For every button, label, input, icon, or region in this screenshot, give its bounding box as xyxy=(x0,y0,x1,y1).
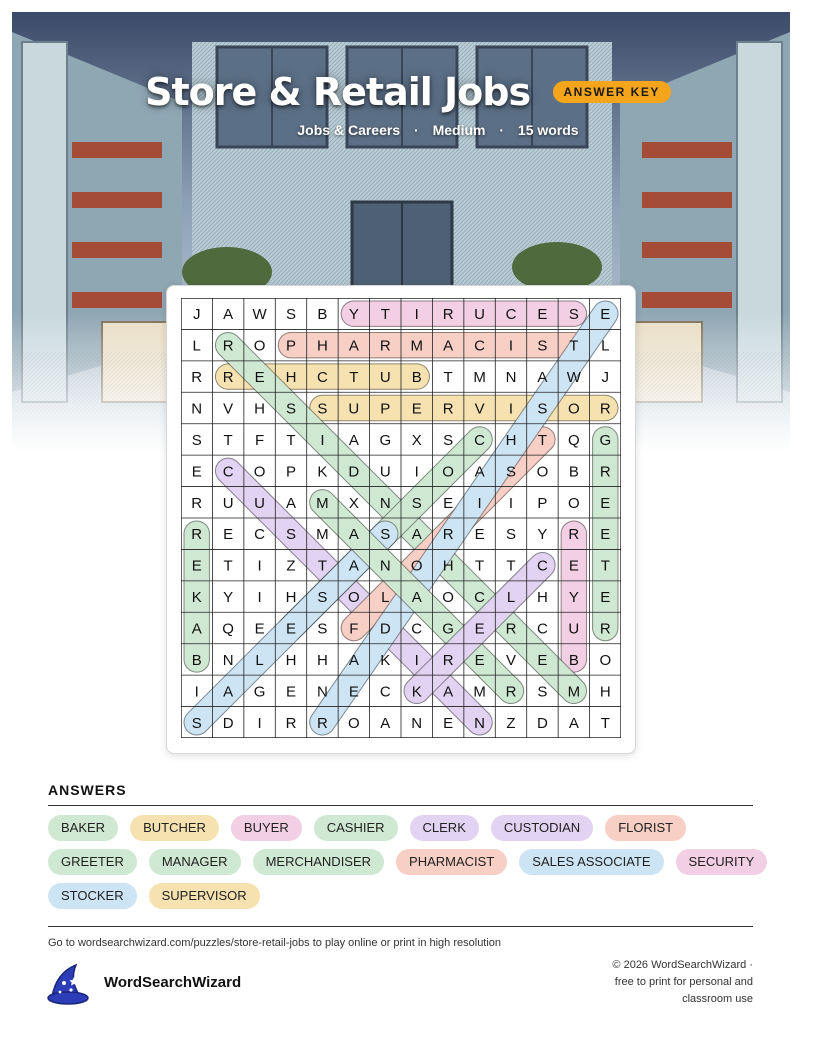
grid-letter: A xyxy=(443,683,454,701)
grid-letter: E xyxy=(474,620,485,638)
brand-name: WordSearchWizard xyxy=(104,974,242,991)
copyright-note xyxy=(553,957,753,1008)
grid-letter: A xyxy=(348,431,359,449)
answer-pill: CUSTODIAN xyxy=(491,815,593,841)
grid-letter: B xyxy=(568,463,579,481)
grid-letter: E xyxy=(600,306,611,324)
grid-letter: O xyxy=(348,589,360,607)
grid-letter: U xyxy=(379,463,391,481)
grid-letter: I xyxy=(414,651,419,669)
grid-letter: E xyxy=(474,651,485,669)
copyright-line: free to print for personal and xyxy=(614,976,753,988)
grid-letter: P xyxy=(285,337,297,355)
grid-letter: A xyxy=(348,557,359,575)
footer-divider xyxy=(48,926,753,927)
grid-letter: V xyxy=(474,400,485,418)
grid-letter: P xyxy=(380,400,391,418)
grid-letter: S xyxy=(285,400,297,418)
grid-letter: T xyxy=(286,431,296,449)
grid-letter: R xyxy=(599,400,611,418)
grid-letter: E xyxy=(285,620,297,638)
grid-letter: N xyxy=(317,683,328,701)
grid-letter: E xyxy=(600,494,611,512)
grid-letter: R xyxy=(317,714,328,732)
grid-letter: A xyxy=(411,526,422,544)
grid-letter: H xyxy=(599,683,611,701)
grid-letter: R xyxy=(505,683,517,701)
grid-letter: N xyxy=(191,400,203,418)
answer-key-badge: ANSWER KEY xyxy=(553,81,671,103)
grid-letter: C xyxy=(474,431,485,449)
grid-letter: A xyxy=(380,714,391,732)
grid-letter: R xyxy=(191,369,203,387)
grid-letter: A xyxy=(348,337,359,355)
answer-pill: BUTCHER xyxy=(130,815,219,841)
answer-pill: FLORIST xyxy=(605,815,686,841)
grid-letter: N xyxy=(474,714,485,732)
grid-letter: G xyxy=(442,620,454,638)
grid-letter: H xyxy=(317,337,328,355)
grid-letter: S xyxy=(537,337,548,355)
answers-list xyxy=(48,815,768,909)
grid-letter: M xyxy=(410,337,423,355)
meta-separator: · xyxy=(414,122,419,138)
grid-letter: G xyxy=(599,431,612,449)
grid-letter: Q xyxy=(568,431,580,449)
grid-letter: R xyxy=(505,620,517,638)
grid-letter: K xyxy=(380,651,391,669)
grid-letter: E xyxy=(600,526,611,544)
grid-letter: G xyxy=(379,431,392,449)
grid-letter: E xyxy=(223,526,234,544)
grid-letter: N xyxy=(379,557,391,575)
grid-letter: K xyxy=(191,589,202,607)
grid-letter: I xyxy=(257,589,262,607)
meta-separator: · xyxy=(499,122,505,138)
grid-letter: S xyxy=(317,620,328,638)
grid-letter: I xyxy=(257,714,262,732)
grid-letter: T xyxy=(349,369,359,387)
grid-letter: W xyxy=(566,369,581,387)
grid-letter: B xyxy=(317,306,328,324)
grid-letter: B xyxy=(568,651,579,669)
answer-pill: GREETER xyxy=(48,849,137,875)
copyright-line: classroom use xyxy=(682,993,753,1005)
grid-letter: E xyxy=(348,683,359,701)
grid-letter: Y xyxy=(348,306,359,324)
grid-letter: C xyxy=(474,337,485,355)
grid-letter: Y xyxy=(568,589,579,607)
grid-letter: A xyxy=(191,620,202,638)
grid-letter: T xyxy=(223,431,233,449)
answer-pill: BUYER xyxy=(231,815,302,841)
grid-letter: X xyxy=(348,494,359,512)
grid-letter: V xyxy=(223,400,234,418)
word-search-grid xyxy=(181,298,621,738)
grid-letter: J xyxy=(192,306,201,324)
grid-letter: T xyxy=(506,557,516,575)
grid-letter: S xyxy=(505,463,517,481)
grid-letter: Y xyxy=(537,526,548,544)
answer-pill: MANAGER xyxy=(149,849,241,875)
grid-letter: H xyxy=(537,589,548,607)
answer-pill: CASHIER xyxy=(314,815,398,841)
grid-letter: E xyxy=(191,463,202,481)
grid-letter: O xyxy=(410,557,423,575)
answers-divider xyxy=(48,805,753,806)
grid-letter: O xyxy=(253,337,266,355)
grid-letter: Z xyxy=(506,714,516,732)
grid-letter: S xyxy=(537,400,548,418)
answer-pill: CLERK xyxy=(410,815,479,841)
grid-letter: R xyxy=(568,526,580,544)
grid-letter: C xyxy=(254,526,265,544)
grid-letter: I xyxy=(194,683,199,701)
grid-letter: E xyxy=(568,557,579,575)
grid-letter: A xyxy=(223,306,234,324)
grid-letter: O xyxy=(442,589,454,607)
grid-letter: R xyxy=(599,463,611,481)
grid-letter: R xyxy=(222,337,234,355)
grid-letter: H xyxy=(505,431,517,449)
grid-letter: A xyxy=(474,463,485,481)
grid-letter: E xyxy=(443,494,454,512)
grid-letter: H xyxy=(442,557,454,575)
grid-letter: E xyxy=(443,714,454,732)
grid-letter: B xyxy=(191,651,202,669)
answer-pill: MERCHANDISER xyxy=(253,849,384,875)
grid-letter: S xyxy=(317,400,328,418)
grid-letter: R xyxy=(442,400,454,418)
grid-letter: H xyxy=(254,400,265,418)
puzzle-meta xyxy=(0,122,816,138)
grid-letter: L xyxy=(601,337,610,355)
grid-letter: L xyxy=(192,337,201,355)
grid-letter: R xyxy=(442,306,454,324)
grid-letter: E xyxy=(411,400,422,418)
grid-letter: E xyxy=(191,557,202,575)
grid-letter: U xyxy=(379,369,391,387)
grid-letter: A xyxy=(223,683,234,701)
grid-letter: A xyxy=(568,714,579,732)
answers-heading: ANSWERS xyxy=(48,782,127,798)
play-online-note: Go to wordsearchwizard.com/puzzles/store-retail-jobs to play online or print in high resolution xyxy=(48,937,502,949)
grid-letter: R xyxy=(222,369,234,387)
grid-letter: I xyxy=(508,400,514,418)
word-count-label: 15 words xyxy=(517,122,579,138)
grid-letter: D xyxy=(537,714,548,732)
grid-letter: A xyxy=(537,369,548,387)
grid-letter: O xyxy=(568,400,580,418)
grid-letter: O xyxy=(599,651,612,669)
grid-letter: N xyxy=(379,494,391,512)
grid-letter: T xyxy=(474,557,485,575)
grid-letter: K xyxy=(411,683,422,701)
grid-letter: G xyxy=(253,683,266,701)
grid-letter: C xyxy=(222,463,234,481)
answer-pill: PHARMACIST xyxy=(396,849,507,875)
grid-letter: C xyxy=(505,306,517,324)
grid-letter: H xyxy=(317,651,328,669)
grid-letter: R xyxy=(379,337,391,355)
grid-letter: E xyxy=(600,589,611,607)
grid-letter: R xyxy=(285,714,297,732)
title-row xyxy=(0,70,816,114)
grid-letter: Q xyxy=(222,620,234,638)
grid-letter: L xyxy=(506,589,516,607)
grid-letter: N xyxy=(222,651,234,669)
grid-letter: H xyxy=(285,651,297,669)
grid-letter: S xyxy=(380,526,391,544)
grid-letter: L xyxy=(255,651,264,669)
grid-letter: O xyxy=(253,463,266,481)
difficulty-label: Medium xyxy=(432,122,486,138)
category-label: Jobs & Careers xyxy=(297,122,401,138)
grid-letter: S xyxy=(191,714,202,732)
grid-letter: S xyxy=(537,683,548,701)
grid-letter: C xyxy=(317,369,328,387)
answer-pill: SALES ASSOCIATE xyxy=(519,849,663,875)
grid-letter: O xyxy=(536,463,549,481)
grid-letter: A xyxy=(411,589,422,607)
grid-letter: S xyxy=(443,431,454,449)
grid-letter: A xyxy=(348,651,359,669)
grid-letter: E xyxy=(474,526,485,544)
grid-letter: I xyxy=(414,306,419,324)
grid-letter: X xyxy=(411,431,422,449)
grid-letter: C xyxy=(537,557,548,575)
grid-letter: I xyxy=(477,494,482,512)
copyright-line: © 2026 WordSearchWizard · xyxy=(612,959,753,971)
wizard-hat-logo-icon xyxy=(46,963,94,1012)
grid-letter: C xyxy=(379,683,391,701)
grid-letter: W xyxy=(252,306,267,324)
answer-pill: SUPERVISOR xyxy=(149,883,260,909)
grid-letter: H xyxy=(285,589,297,607)
grid-letter: D xyxy=(348,463,360,481)
grid-letter: E xyxy=(254,369,265,387)
grid-letter: S xyxy=(285,306,297,324)
grid-letter: M xyxy=(316,526,329,544)
grid-letter: B xyxy=(411,369,422,387)
grid-letter: U xyxy=(222,494,234,512)
grid-letter: A xyxy=(443,337,454,355)
grid-letter: T xyxy=(223,557,233,575)
grid-letter: A xyxy=(348,526,359,544)
grid-letter: M xyxy=(316,494,329,512)
page-title: Store & Retail Jobs xyxy=(145,70,531,114)
grid-letter: S xyxy=(317,589,328,607)
grid-letter: R xyxy=(191,494,203,512)
grid-letter: N xyxy=(505,369,517,387)
grid-letter: I xyxy=(414,463,419,481)
grid-letter: P xyxy=(285,463,297,481)
grid-letter: I xyxy=(320,431,325,449)
grid-letter: S xyxy=(411,494,422,512)
grid-letter: A xyxy=(285,494,297,512)
grid-letter: U xyxy=(474,306,485,324)
grid-letter: U xyxy=(568,620,580,638)
grid-letter: E xyxy=(537,306,548,324)
grid-letter: C xyxy=(537,620,548,638)
grid-letter: I xyxy=(508,337,514,355)
grid-letter: M xyxy=(473,369,486,387)
grid-letter: I xyxy=(257,557,262,575)
grid-letter: P xyxy=(537,494,548,512)
grid-letter: S xyxy=(285,526,297,544)
grid-letter: N xyxy=(411,714,423,732)
grid-letter: J xyxy=(601,369,610,387)
grid-letter: R xyxy=(191,526,203,544)
grid-letter: Y xyxy=(223,589,234,607)
grid-letter: O xyxy=(568,494,580,512)
grid-letter: R xyxy=(442,651,454,669)
grid-letter: K xyxy=(317,463,328,481)
grid-letter: H xyxy=(285,369,297,387)
grid-letter: T xyxy=(569,337,579,355)
grid-letter: C xyxy=(474,589,485,607)
grid-letter: M xyxy=(473,683,486,701)
grid-letter: O xyxy=(348,714,360,732)
grid-letter: T xyxy=(380,306,390,324)
grid-letter: R xyxy=(599,620,611,638)
grid-letter: E xyxy=(254,620,265,638)
grid-letter: S xyxy=(568,306,579,324)
grid-letter: T xyxy=(443,369,453,387)
grid-letter: E xyxy=(285,683,297,701)
grid-letter: M xyxy=(567,683,581,701)
grid-letter: U xyxy=(254,494,265,512)
grid-letter: S xyxy=(505,526,517,544)
grid-letter: U xyxy=(348,400,360,418)
grid-letter: E xyxy=(537,651,548,669)
grid-letter: T xyxy=(317,557,328,575)
grid-letter: I xyxy=(508,494,514,512)
grid-letter: R xyxy=(442,526,454,544)
grid-letter: D xyxy=(222,714,234,732)
grid-letter: C xyxy=(411,620,423,638)
grid-letter: F xyxy=(349,620,359,638)
grid-letter: T xyxy=(600,714,610,732)
grid-letter: O xyxy=(442,463,454,481)
grid-letter: L xyxy=(381,589,390,607)
grid-letter: D xyxy=(379,620,391,638)
answer-pill: BAKER xyxy=(48,815,118,841)
answer-pill: SECURITY xyxy=(676,849,768,875)
grid-letter: T xyxy=(600,557,610,575)
grid-letter: T xyxy=(537,431,548,449)
answer-pill: STOCKER xyxy=(48,883,137,909)
grid-letter: S xyxy=(191,431,202,449)
grid-letter: F xyxy=(254,431,265,449)
grid-letter: V xyxy=(505,651,517,669)
grid-letter: Z xyxy=(286,557,296,575)
